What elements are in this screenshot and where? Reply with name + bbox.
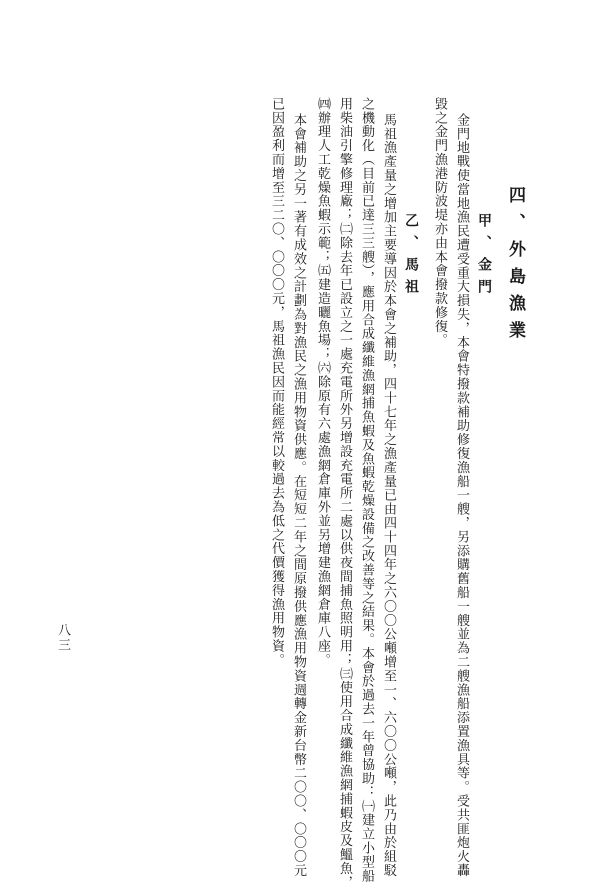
body-column-6: ㈣辦理人工乾燥魚蝦示範；㈤建造曬魚場；㈥除原有六處漁網倉庫外並另增建漁網倉庫八座。 xyxy=(315,97,330,667)
section-title: 四、外島漁業 xyxy=(505,186,525,348)
page-number: 八三 xyxy=(55,623,70,653)
body-column-7: 本會補助之另一著有成效之計劃為對漁民之漁用物資供應。在短短二年之間原撥供應漁用物資週轉金新台幣二〇〇、〇〇〇元 xyxy=(291,113,306,878)
body-column-2: 毀之金門漁港防波堤亦由本會撥款修復。 xyxy=(432,97,447,348)
subsection-heading-kinmen: 甲、金門 xyxy=(476,213,492,301)
body-column-4: 之機動化（目前已達三三艘），應用合成纖維漁網捕魚蝦及魚蝦乾燥設備之改善等之結果。本會於過去一年曾協助：㈠建立小型船 xyxy=(359,97,374,883)
body-column-5: 用柴油引擎修理廠；㈡除去年已設立之一處充電所外另增設充電所二處以供夜間捕魚照明用；㈢使用合成纖維漁網捕蝦皮及鰮魚， xyxy=(337,97,352,889)
body-column-8: 已因盈利而增至三二〇、〇〇〇元，馬祖漁民因而能經常以較過去為低之代價獲得漁用物資。 xyxy=(269,97,284,667)
body-column-3: 馬祖漁產量之增加主要導因於本會之補助，四十七年之漁產量已由四十四年之六〇〇公噸增至一、六〇〇公噸，此乃由於組駁 xyxy=(381,113,396,878)
body-column-1: 金門地戰使當地漁民遭受重大損失，本會特撥款補助修復漁船一艘，另添購舊船一艘並為二艘漁船添置漁具等。受共匪炮火轟 xyxy=(454,113,469,878)
subsection-heading-matsu: 乙、馬祖 xyxy=(403,213,419,301)
